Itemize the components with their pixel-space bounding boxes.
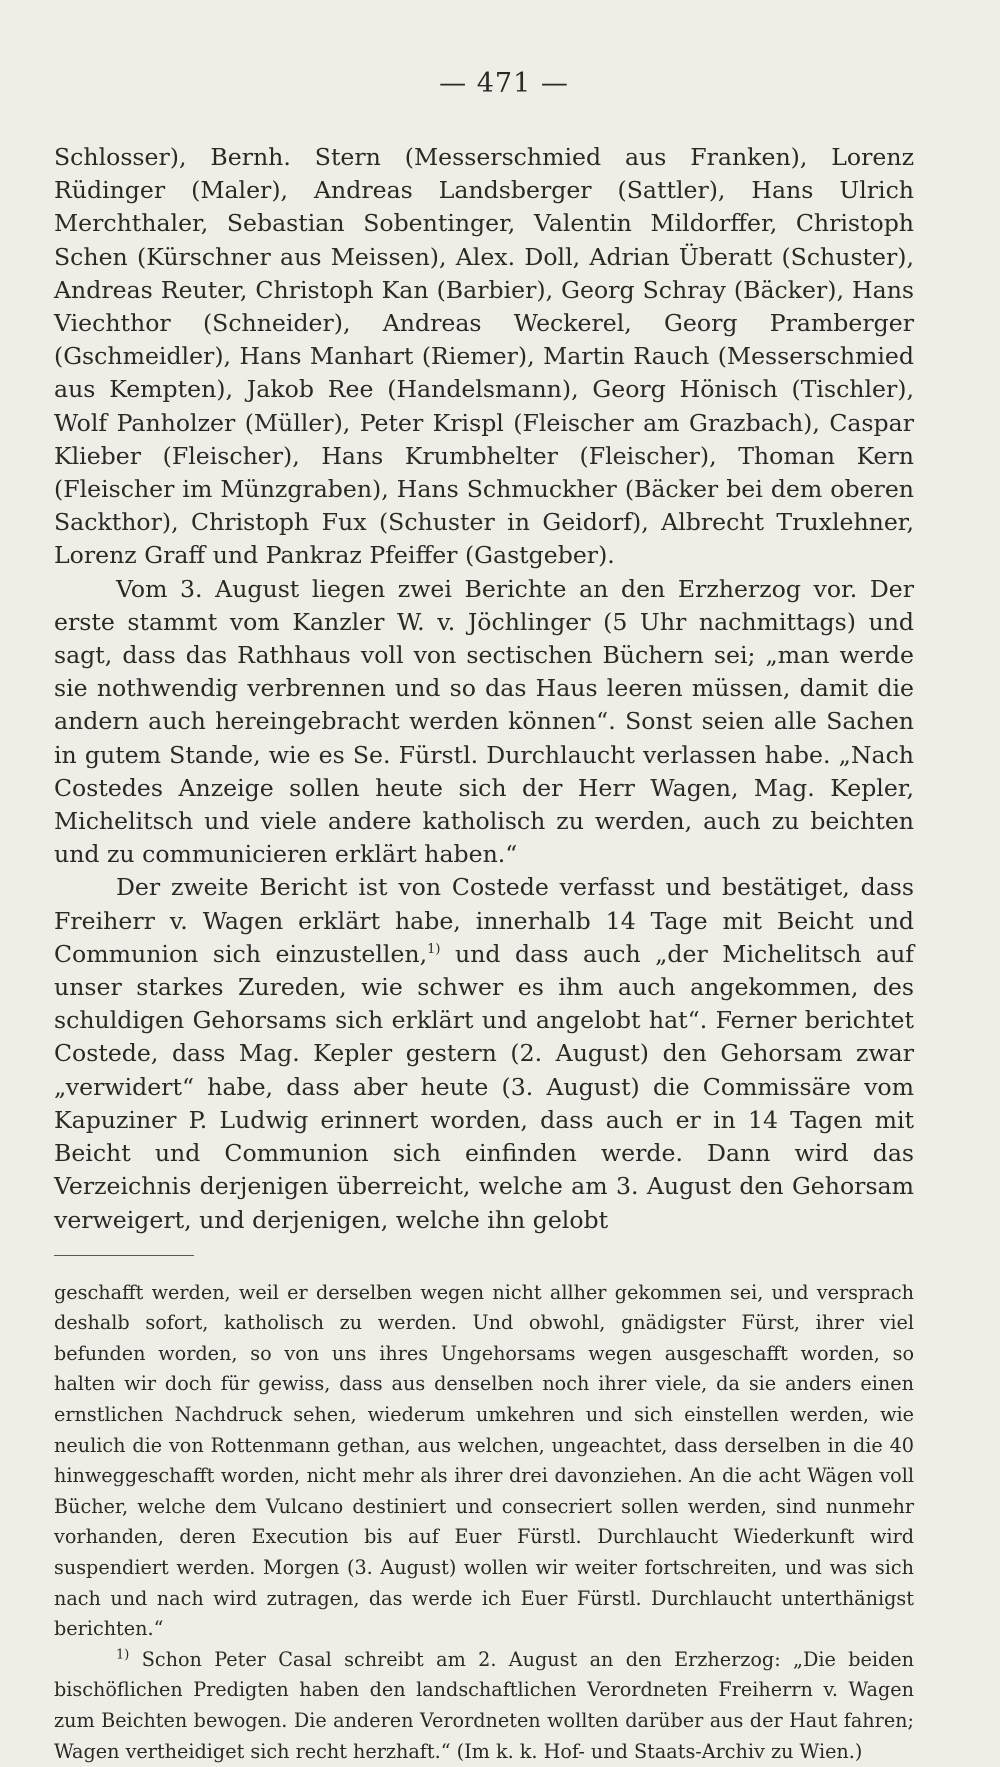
paragraph-name-list: Schlosser), Bernh. Stern (Messerschmied aus Franken), Lorenz Rüdinger (Maler), Andreas Landsberger (Sattler), Hans Ulrich Merchthaler, Sebastian Sobentinger, Valentin Mildorffer, Christoph Schen (Kürschner aus Meissen), Alex. Doll, Adrian Überatt (Schuster), Andreas Reuter, Christoph Kan (Barbier), Georg Schray (Bäcker), Hans Viechthor (Schneider), Andreas Weckerel, Georg Pramberger (Gschmeidler), Hans Manhart (Riemer), Martin Rauch (Messerschmied aus Kempten), Jakob Ree (Handelsmann), Georg Hönisch (Tischler), Wolf Panholzer (Müller), Peter Krispl (Fleischer am Grazbach), Caspar Klieber (Fleischer), Hans Krumbhelter (Fleischer), Thoman Kern (Fleischer im Münzgraben), Hans Schmuckher (Bäcker bei dem oberen Sackthor), Christoph Fux (Schuster in Geidorf), Albrecht Truxlehner, Lorenz Graff und Pankraz Pfeiffer (Gastgeber).	[54, 143, 914, 570]
footnote-divider	[54, 1255, 194, 1256]
paragraph-second-report-rest: und dass auch „der Michelitsch auf unser starkes Zureden, wie schwer es ihm auch angekommen, des schuldigen Gehorsams sich erklärt und angelobt hat“. Ferner berichtet Costede, dass Mag. Kepler gestern (2. August) den Gehorsam zwar „verwidert“ habe, dass aber heute (3. August) die Commissäre vom Kapuziner P. Ludwig erinnert worden, dass auch er in 14 Tagen mit Beicht und Communion sich einfinden werde. Dann wird das Verzeichnis derjenigen überreicht, welche am 3. August den Gehorsam verweigert, und derjenigen, welche ihn gelobt	[54, 939, 914, 1234]
paragraph-second-report-start: Der zweite Bericht ist von Costede verfasst und bestätiget, dass Freiherr v. Wagen erklärt habe, innerhalb 14 Tage mit Beicht und Communion sich einzustellen,	[54, 873, 914, 968]
main-text	[54, 141, 914, 1237]
footnote-reference: 1)	[427, 942, 441, 958]
footnote-1	[54, 1645, 914, 1767]
footnote-continuation: geschafft werden, weil er derselben wegen nicht allher gekommen sei, und versprach deshalb sofort, katholisch zu werden. Und obwohl, gnädigster Fürst, ihrer viel befunden worden, so von uns ihres Ungehorsams wegen ausgeschafft worden, so halten wir doch für gewiss, dass aus denselben noch ihrer viele, da sie anders einen ernstlichen Nachdruck sehen, wiederum umkehren und sich einstellen werden, wie neulich die von Rottenmann gethan, aus welchen, ungeachtet, dass derselben in die 40 hinweggeschafft worden, nicht mehr als ihrer drei davonziehen. An die acht Wägen voll Bücher, welche dem Vulcano destiniert und consecriert sollen werden, sind nunmehr vorhanden, deren Execution bis auf Euer Fürstl. Durchlaucht Wiederkunft wird suspendiert werden. Morgen (3. August) wollen wir weiter fortschreiten, und was sich nach und nach wird zutragen, das werde ich Euer Fürstl. Durchlaucht unterthänigst berichten.“	[54, 1280, 914, 1641]
footnotes	[54, 1278, 914, 1767]
footnote-1-marker: 1)	[116, 1647, 130, 1663]
paragraph-reports: Vom 3. August liegen zwei Berichte an den Erzherzog vor. Der erste stammt vom Kanzler W. v. Jöchlinger (5 Uhr nachmittags) und sagt, dass das Rathhaus voll von sectischen Büchern sei; „man werde sie nothwendig verbrennen und so das Haus leeren müssen, damit die andern auch hereingebracht werden können“. Sonst seien alle Sachen in gutem Stande, wie es Se. Fürstl. Durchlaucht verlassen habe. „Nach Costedes Anzeige sollen heute sich der Herr Wagen, Mag. Kepler, Michelitsch und viele andere katholisch zu werden, auch zu beichten und zu communicieren erklärt haben.“	[54, 574, 914, 869]
paragraph-second-report	[54, 871, 914, 1236]
page-number: — 471 —	[439, 68, 569, 99]
footnote-1-text: Schon Peter Casal schreibt am 2. August an den Erzherzog: „Die beiden bischöflichen Predigten haben den landschaftlichen Verordneten Freiherrn v. Wagen zum Beichten bewogen. Die anderen Verordneten wollten darüber aus der Haut fahren; Wagen vertheidiget sich recht herzhaft.“ (Im k. k. Hof- und Staats-Archiv zu Wien.)	[54, 1647, 914, 1763]
